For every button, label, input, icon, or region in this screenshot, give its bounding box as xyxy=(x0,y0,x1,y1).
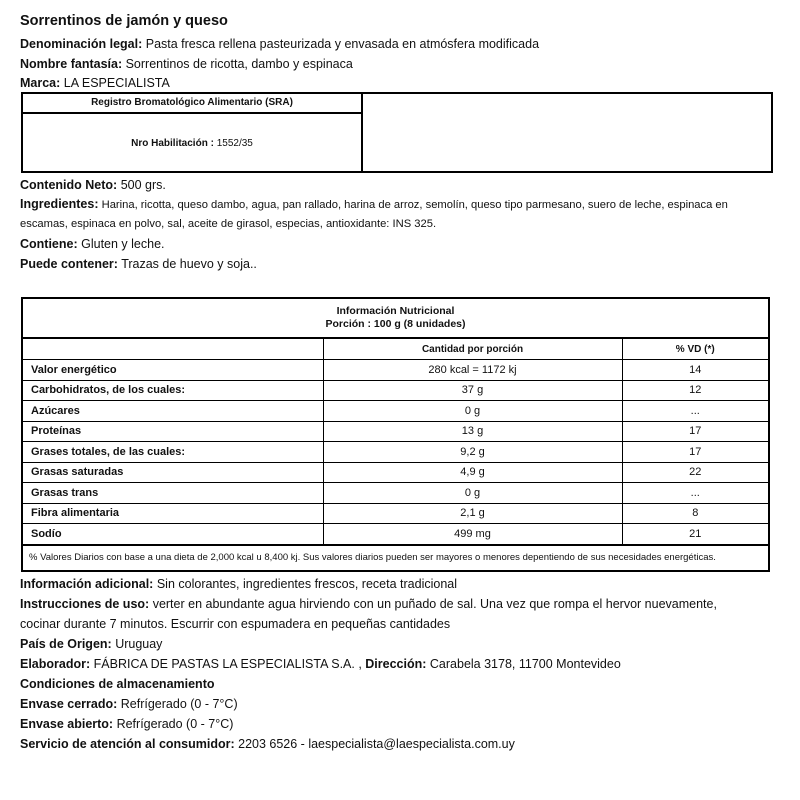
contiene-label: Contiene: xyxy=(20,237,78,251)
nutrient-vd: ... xyxy=(622,483,769,504)
contenido-label: Contenido Neto: xyxy=(20,178,118,192)
sra-box xyxy=(21,92,773,173)
contiene-line xyxy=(20,236,165,253)
nutrition-header xyxy=(22,298,769,338)
ingredientes-line-1 xyxy=(20,196,728,214)
envase-abierto-value: Refrígerado (0 - 7°C) xyxy=(116,717,234,731)
nutrient-amount: 2,1 g xyxy=(323,503,622,524)
servicio-line xyxy=(20,736,515,753)
direccion-label: Dirección: xyxy=(365,657,427,671)
denominacion-line xyxy=(20,36,539,53)
instrucciones-line-1 xyxy=(20,596,717,613)
origen-value: Uruguay xyxy=(115,637,163,651)
instrucciones-label: Instrucciones de uso: xyxy=(20,597,150,611)
denominacion-value: Pasta fresca rellena pasteurizada y envasada en atmósfera modificada xyxy=(145,37,540,51)
nutrient-amount: 0 g xyxy=(323,483,622,504)
sra-habilitacion xyxy=(23,138,361,149)
fantasia-line xyxy=(20,56,353,73)
sra-habilitacion-label: Nro Habilitación : xyxy=(131,138,214,149)
envase-abierto-label: Envase abierto: xyxy=(20,717,114,731)
origen-line xyxy=(20,636,162,653)
direccion-value: Carabela 3178, 11700 Montevideo xyxy=(429,657,621,671)
nutrient-name: Grases totales, de las cuales: xyxy=(22,442,323,463)
nutrient-vd: 21 xyxy=(622,524,769,545)
fantasia-label: Nombre fantasía: xyxy=(20,57,123,71)
condiciones-heading: Condiciones de almacenamiento xyxy=(20,677,215,691)
marca-value: LA ESPECIALISTA xyxy=(63,76,170,90)
sra-habilitacion-value: 1552/35 xyxy=(216,138,253,149)
nutrient-amount: 280 kcal = 1172 kj xyxy=(323,360,622,381)
contenido-line xyxy=(20,177,166,194)
envase-cerrado-value: Refrígerado (0 - 7°C) xyxy=(120,697,238,711)
origen-label: País de Origen: xyxy=(20,637,112,651)
nutrient-amount: 37 g xyxy=(323,380,622,401)
marca-label: Marca: xyxy=(20,76,61,90)
nutrient-name: Fibra alimentaria xyxy=(22,503,323,524)
info-adicional-line xyxy=(20,576,457,593)
nutrient-amount: 9,2 g xyxy=(323,442,622,463)
envase-cerrado-line xyxy=(20,696,238,713)
nutrient-vd: 14 xyxy=(622,360,769,381)
ingredientes-label: Ingredientes: xyxy=(20,197,99,211)
table-row xyxy=(22,380,769,401)
info-adicional-value: Sin colorantes, ingredientes frescos, receta tradicional xyxy=(156,577,458,591)
table-row xyxy=(22,401,769,422)
nutrient-name: Proteínas xyxy=(22,421,323,442)
nutrient-amount: 13 g xyxy=(323,421,622,442)
table-row xyxy=(22,462,769,483)
table-row xyxy=(22,503,769,524)
nutrient-name: Carbohidratos, de los cuales: xyxy=(22,380,323,401)
nutrition-col-blank xyxy=(22,338,323,360)
info-adicional-label: Información adicional: xyxy=(20,577,154,591)
servicio-label: Servicio de atención al consumidor: xyxy=(20,737,235,751)
nutrient-vd: 17 xyxy=(622,421,769,442)
nutrient-name: Valor energético xyxy=(22,360,323,381)
nutrient-amount: 4,9 g xyxy=(323,462,622,483)
nutrient-vd: ... xyxy=(622,401,769,422)
table-row xyxy=(22,524,769,545)
fantasia-value: Sorrentinos de ricotta, dambo y espinaca xyxy=(125,57,353,71)
nutrient-name: Grasas trans xyxy=(22,483,323,504)
puede-contener-label: Puede contener: xyxy=(20,257,118,271)
nutrition-title: Información Nutricional xyxy=(336,305,455,317)
marca-line xyxy=(20,75,170,92)
table-row xyxy=(22,483,769,504)
elaborador-value: FÁBRICA DE PASTAS LA ESPECIALISTA S.A. , xyxy=(93,657,362,671)
product-title: Sorrentinos de jamón y queso xyxy=(20,13,228,29)
instrucciones-text-2: cocinar durante 7 minutos. Escurrir con espumadera en pequeñas cantidades xyxy=(20,617,451,631)
nutrient-vd: 17 xyxy=(622,442,769,463)
nutrient-name: Azúcares xyxy=(22,401,323,422)
nutrition-footnote: % Valores Diarios con base a una dieta de 2,000 kcal u 8,400 kj. Sus valores diarios pueden ser mayores o menores depentiendo de sus necesidades energéticas. xyxy=(22,545,769,571)
denominacion-label: Denominación legal: xyxy=(20,37,143,51)
nutrient-name: Sodío xyxy=(22,524,323,545)
table-row xyxy=(22,421,769,442)
ingredientes-text-2: escamas, espinaca en polvo, sal, aceite de girasol, especias, antioxidante: INS 325. xyxy=(20,218,437,230)
nutrient-vd: 8 xyxy=(622,503,769,524)
elaborador-label: Elaborador: xyxy=(20,657,91,671)
table-row xyxy=(22,360,769,381)
sra-left-panel xyxy=(23,94,363,171)
nutrient-amount: 0 g xyxy=(323,401,622,422)
instrucciones-text-1: verter en abundante agua hirviendo con un puñado de sal. Una vez que rompa el hervor nuevamente, xyxy=(152,597,717,611)
nutrient-vd: 12 xyxy=(622,380,769,401)
puede-contener-line xyxy=(20,256,257,273)
nutrient-name: Grasas saturadas xyxy=(22,462,323,483)
nutrition-table xyxy=(21,297,770,572)
nutrition-col-amount: Cantidad por porción xyxy=(323,338,622,360)
puede-contener-value: Trazas de huevo y soja.. xyxy=(121,257,257,271)
sra-header: Registro Bromatológico Alimentario (SRA) xyxy=(23,94,361,114)
envase-abierto-line xyxy=(20,716,233,733)
nutrition-col-vd: % VD (*) xyxy=(622,338,769,360)
nutrient-vd: 22 xyxy=(622,462,769,483)
contenido-value: 500 grs. xyxy=(120,178,166,192)
nutrition-portion: Porción : 100 g (8 unidades) xyxy=(325,318,466,330)
elaborador-line xyxy=(20,656,621,673)
servicio-value: 2203 6526 - laespecialista@laespecialista.com.uy xyxy=(238,737,515,751)
nutrient-amount: 499 mg xyxy=(323,524,622,545)
ingredientes-text-1: Harina, ricotta, queso dambo, agua, pan rallado, harina de arroz, semolín, queso tipo parmesano, suero de leche, espinaca en xyxy=(101,199,728,211)
contiene-value: Gluten y leche. xyxy=(81,237,165,251)
envase-cerrado-label: Envase cerrado: xyxy=(20,697,118,711)
table-row xyxy=(22,442,769,463)
